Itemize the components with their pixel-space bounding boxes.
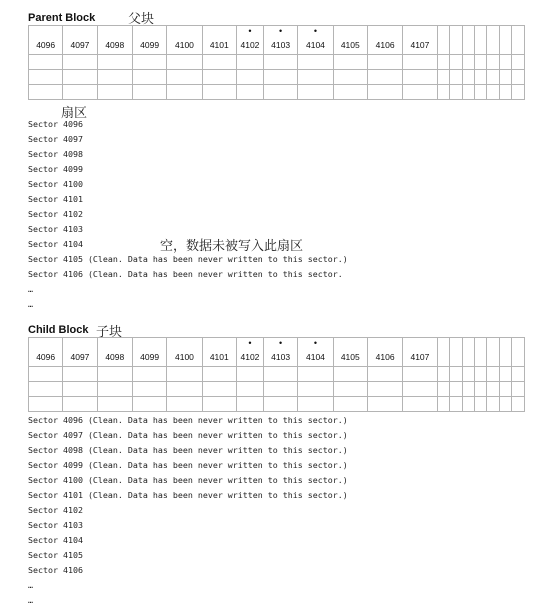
empty-cell (202, 85, 236, 100)
empty-cell (63, 85, 97, 100)
empty-cell (263, 85, 297, 100)
empty-cell (475, 85, 487, 100)
empty-cell (403, 55, 437, 70)
sector-line: … (28, 284, 33, 294)
empty-cell (132, 55, 166, 70)
empty-cell (63, 70, 97, 85)
empty-cell (437, 85, 449, 100)
empty-cell (499, 70, 511, 85)
empty-cell (367, 70, 402, 85)
empty-cell (499, 397, 511, 412)
empty-cell (403, 85, 437, 100)
empty-cell (450, 85, 462, 100)
sector-line: Sector 4097 (Clean. Data has been never written to this sector.) (28, 430, 348, 440)
empty-cell (487, 397, 499, 412)
written-marker: • (279, 26, 283, 36)
empty-cell (202, 382, 236, 397)
empty-cell (475, 367, 487, 382)
block-number: 4104 (305, 352, 325, 362)
sector-line: Sector 4098 (Clean. Data has been never written to this sector.) (28, 445, 348, 455)
block-cell (298, 26, 333, 55)
empty-cell (512, 397, 525, 412)
empty-cell (475, 397, 487, 412)
block-number: 4103 (271, 40, 291, 50)
empty-cell (97, 397, 132, 412)
empty-cell (437, 397, 449, 412)
empty-cell (333, 85, 367, 100)
empty-cell (132, 397, 166, 412)
empty-cell (512, 85, 525, 100)
block-cell (263, 338, 297, 367)
block-cell (97, 338, 132, 367)
block-cell (298, 338, 333, 367)
block-cell (132, 338, 166, 367)
sector-line: Sector 4103 (28, 224, 83, 234)
empty-cell (298, 382, 333, 397)
block-cell (462, 26, 474, 55)
sector-line: Sector 4102 (28, 209, 83, 219)
empty-cell (167, 85, 202, 100)
parent-sector-list (28, 117, 348, 312)
empty-cell (487, 70, 499, 85)
empty-cell (475, 382, 487, 397)
empty-cell (132, 382, 166, 397)
empty-cell (333, 397, 367, 412)
block-cell (499, 338, 511, 367)
empty-cell (63, 55, 97, 70)
block-cell (333, 26, 367, 55)
empty-cell (437, 55, 449, 70)
child-block-grid (28, 337, 525, 412)
block-cell (462, 338, 474, 367)
empty-cell (437, 382, 449, 397)
empty-cell (403, 367, 437, 382)
block-cell (403, 338, 437, 367)
empty-cell (499, 55, 511, 70)
empty-cell (403, 397, 437, 412)
sector-line: Sector 4101 (Clean. Data has been never written to this sector.) (28, 490, 348, 500)
block-number: 4098 (105, 40, 125, 50)
empty-cell (462, 367, 474, 382)
block-cell (499, 26, 511, 55)
empty-cell (29, 367, 63, 382)
sector-line: Sector 4104 (28, 535, 83, 545)
empty-cell (236, 55, 263, 70)
block-number: 4102 (240, 40, 260, 50)
empty-cell (462, 397, 474, 412)
empty-cell (167, 55, 202, 70)
empty-cell (263, 367, 297, 382)
empty-cell (462, 85, 474, 100)
empty-cell (462, 70, 474, 85)
sector-label-zh: 扇区 (61, 106, 88, 121)
empty-cell (475, 70, 487, 85)
empty-cell (475, 55, 487, 70)
empty-cell (487, 55, 499, 70)
empty-cell (63, 367, 97, 382)
empty-cell (450, 382, 462, 397)
block-number: 4106 (375, 40, 395, 50)
block-number: 4106 (375, 352, 395, 362)
empty-cell (29, 85, 63, 100)
empty-cell (499, 85, 511, 100)
block-number: 4105 (340, 40, 360, 50)
empty-cell (263, 382, 297, 397)
block-number: 4100 (174, 352, 194, 362)
empty-cell (333, 55, 367, 70)
block-number: 4098 (105, 352, 125, 362)
block-cell (437, 26, 449, 55)
empty-cell (202, 367, 236, 382)
block-cell (475, 338, 487, 367)
sector-line: Sector 4099 (28, 164, 83, 174)
empty-cell (132, 367, 166, 382)
block-number: 4096 (36, 40, 56, 50)
block-cell (167, 338, 202, 367)
empty-cell (63, 382, 97, 397)
empty-cell (298, 70, 333, 85)
sector-line: Sector 4102 (28, 505, 83, 515)
empty-cell (450, 55, 462, 70)
written-marker: • (313, 26, 318, 36)
block-cell (63, 26, 97, 55)
sector-line: … (28, 595, 33, 605)
sector-line: Sector 4105 (Clean. Data has been never written to this sector.) (28, 254, 348, 264)
empty-cell (97, 55, 132, 70)
empty-cell (367, 55, 402, 70)
sector-line: … (28, 299, 33, 309)
parent-block-title: Parent Block (28, 12, 96, 24)
empty-cell (499, 382, 511, 397)
block-cell (512, 26, 525, 55)
empty-cell (298, 367, 333, 382)
block-cell (487, 26, 499, 55)
empty-cell (437, 367, 449, 382)
block-cell (29, 338, 63, 367)
block-number: 4100 (174, 40, 194, 50)
empty-cell (403, 70, 437, 85)
parent-block-grid (28, 25, 525, 100)
sector-line: Sector 4097 (28, 134, 83, 144)
block-cell (97, 26, 132, 55)
empty-cell (29, 55, 63, 70)
empty-cell (512, 367, 525, 382)
empty-cell (298, 55, 333, 70)
sector-line: Sector 4098 (28, 149, 83, 159)
written-marker: • (279, 338, 283, 348)
empty-cell (63, 397, 97, 412)
empty-cell (487, 85, 499, 100)
child-block-title-zh: 子块 (96, 325, 123, 340)
block-cell (450, 338, 462, 367)
sector-line: Sector 4100 (Clean. Data has been never written to this sector.) (28, 475, 348, 485)
empty-cell (236, 367, 263, 382)
empty-cell (367, 382, 402, 397)
sector-line: Sector 4106 (Clean. Data has been never written to this sector. (28, 269, 343, 279)
sector-line: Sector 4101 (28, 194, 83, 204)
block-cell (437, 338, 449, 367)
empty-cell (263, 397, 297, 412)
empty-cell (437, 70, 449, 85)
empty-cell (132, 70, 166, 85)
empty-cell (202, 55, 236, 70)
written-marker: • (248, 338, 252, 348)
parent-block-title-zh: 父块 (128, 12, 155, 27)
empty-cell (29, 382, 63, 397)
sector-line: Sector 4103 (28, 520, 83, 530)
block-number: 4107 (410, 40, 430, 50)
empty-cell (512, 55, 525, 70)
block-cell (333, 338, 367, 367)
empty-cell (512, 70, 525, 85)
block-number: 4101 (209, 40, 229, 50)
block-number: 4107 (410, 352, 430, 362)
block-number: 4096 (36, 352, 56, 362)
block-cell (202, 338, 236, 367)
block-cell (202, 26, 236, 55)
block-cell (236, 26, 263, 55)
empty-cell (97, 85, 132, 100)
empty-cell (298, 397, 333, 412)
block-cell (487, 338, 499, 367)
empty-cell (462, 382, 474, 397)
block-number: 4103 (271, 352, 291, 362)
block-number: 4097 (70, 352, 90, 362)
empty-cell (450, 397, 462, 412)
empty-cell (263, 55, 297, 70)
sector-line: Sector 4096 (Clean. Data has been never written to this sector.) (28, 415, 348, 425)
empty-cell (236, 397, 263, 412)
sector-line: Sector 4096 (28, 119, 83, 129)
child-sector-list (28, 413, 348, 608)
sector-line: Sector 4099 (Clean. Data has been never written to this sector.) (28, 460, 348, 470)
block-number: 4105 (340, 352, 360, 362)
block-cell (450, 26, 462, 55)
sector-line: Sector 4100 (28, 179, 83, 189)
block-cell (475, 26, 487, 55)
empty-cell (367, 367, 402, 382)
empty-cell (333, 70, 367, 85)
empty-cell (512, 382, 525, 397)
empty-cell (167, 367, 202, 382)
block-cell (29, 26, 63, 55)
empty-cell (298, 85, 333, 100)
empty-cell (167, 382, 202, 397)
block-cell (512, 338, 525, 367)
block-cell (63, 338, 97, 367)
empty-cell (29, 397, 63, 412)
block-number: 4104 (305, 40, 325, 50)
empty-cell (333, 367, 367, 382)
block-cell (367, 338, 402, 367)
block-cell (263, 26, 297, 55)
written-marker: • (313, 338, 318, 348)
empty-cell (236, 85, 263, 100)
block-number: 4099 (140, 352, 160, 362)
block-number: 4102 (240, 352, 260, 362)
empty-cell (236, 70, 263, 85)
empty-sector-note-zh: 空，数据未被写入此扇区 (160, 239, 304, 254)
child-block-title: Child Block (28, 324, 89, 336)
empty-cell (202, 397, 236, 412)
empty-cell (29, 70, 63, 85)
empty-cell (499, 367, 511, 382)
empty-cell (403, 382, 437, 397)
empty-cell (236, 382, 263, 397)
empty-cell (263, 70, 297, 85)
empty-cell (450, 367, 462, 382)
empty-cell (450, 70, 462, 85)
block-cell (367, 26, 402, 55)
empty-cell (97, 70, 132, 85)
empty-cell (97, 382, 132, 397)
empty-cell (487, 367, 499, 382)
block-cell (403, 26, 437, 55)
block-cell (132, 26, 166, 55)
sector-line: Sector 4105 (28, 550, 83, 560)
block-number: 4099 (140, 40, 160, 50)
empty-cell (97, 367, 132, 382)
empty-cell (167, 70, 202, 85)
block-number: 4101 (209, 352, 229, 362)
empty-cell (367, 85, 402, 100)
block-cell (167, 26, 202, 55)
empty-cell (132, 85, 166, 100)
empty-cell (167, 397, 202, 412)
written-marker: • (248, 26, 252, 36)
empty-cell (202, 70, 236, 85)
empty-cell (462, 55, 474, 70)
block-cell (236, 338, 263, 367)
sector-line: Sector 4106 (28, 565, 83, 575)
empty-cell (487, 382, 499, 397)
block-number: 4097 (70, 40, 90, 50)
sector-line: Sector 4104 (28, 239, 83, 249)
empty-cell (333, 382, 367, 397)
sector-line: … (28, 580, 33, 590)
empty-cell (367, 397, 402, 412)
